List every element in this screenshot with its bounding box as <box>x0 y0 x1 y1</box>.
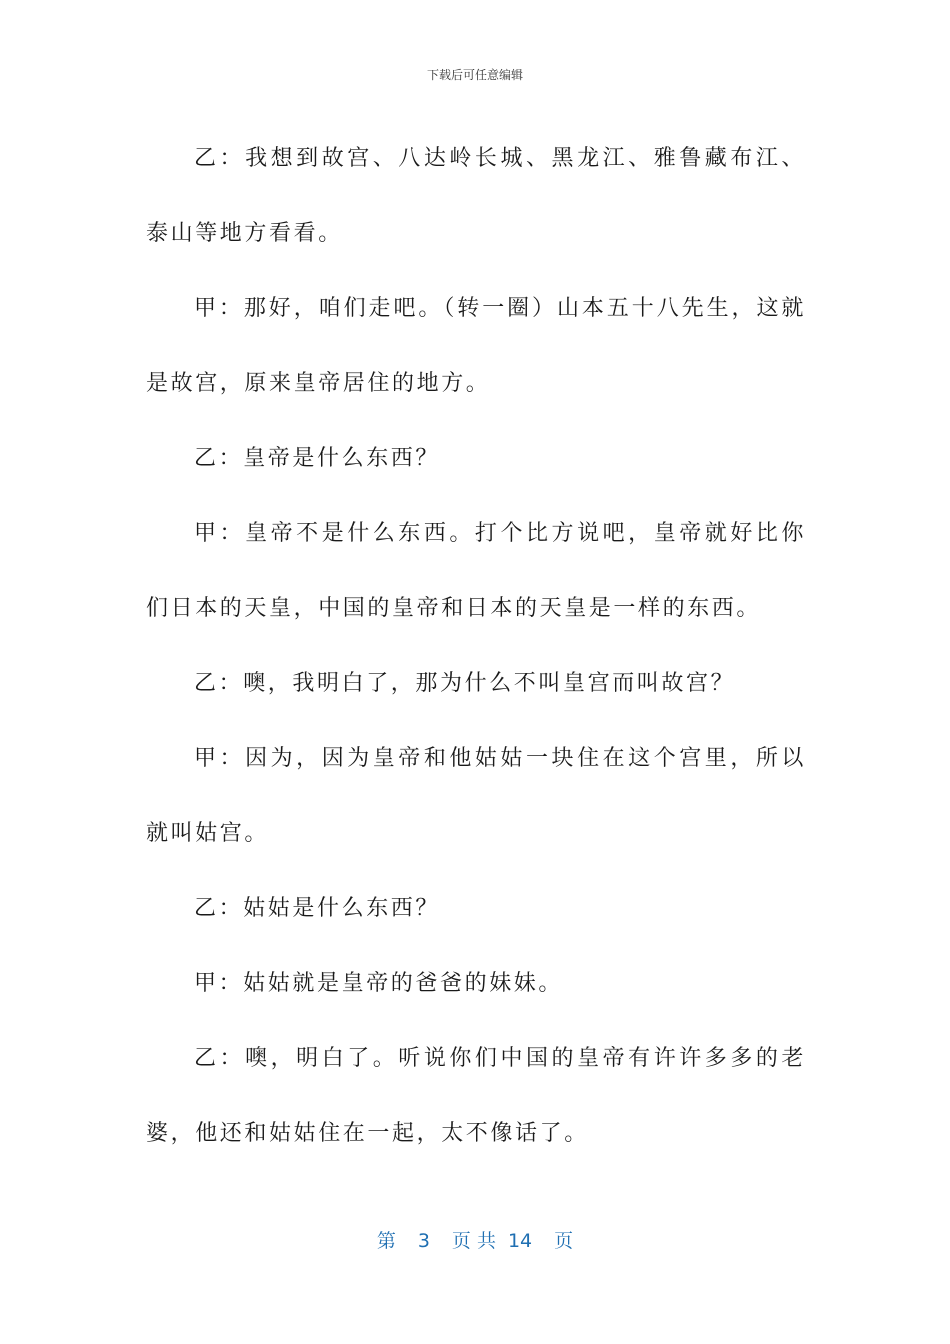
footer-middle: 页 共 <box>451 1230 496 1252</box>
dialogue-line: 甲：姑姑就是皇帝的爸爸的妹妹。 <box>194 971 564 996</box>
footer-suffix: 页 <box>554 1230 574 1252</box>
dialogue-line: 乙：姑姑是什么东西？ <box>194 896 441 921</box>
page-footer <box>0 1226 950 1253</box>
dialogue-line: 乙：我想到故宫、八达岭长城、黑龙江、雅鲁藏布江、泰山等地方看看。 <box>146 146 806 246</box>
dialogue-line: 甲：那好，咱们走吧。（转一圈）山本五十八先生，这就是故宫，原来皇帝居住的地方。 <box>146 296 806 396</box>
dialogue-line: 乙：皇帝是什么东西？ <box>194 446 441 471</box>
dialogue-line: 甲：皇帝不是什么东西。打个比方说吧，皇帝就好比你们日本的天皇，中国的皇帝和日本的天皇是一样的东西。 <box>146 521 806 621</box>
footer-current-page: 3 <box>417 1230 430 1252</box>
dialogue-line: 乙：噢，我明白了，那为什么不叫皇宫而叫故宫？ <box>194 671 736 696</box>
dialogue-line: 甲：因为，因为皇帝和他姑姑一块住在这个宫里，所以就叫姑宫。 <box>146 746 806 846</box>
footer-prefix: 第 <box>376 1230 396 1252</box>
footer-total-pages: 14 <box>507 1230 533 1252</box>
page-header: 下载后可任意编辑 <box>426 68 523 82</box>
dialogue-line: 乙：噢，明白了。听说你们中国的皇帝有许许多多的老婆，他还和姑姑住在一起，太不像话了。 <box>146 1046 806 1146</box>
document-body <box>146 121 806 1171</box>
